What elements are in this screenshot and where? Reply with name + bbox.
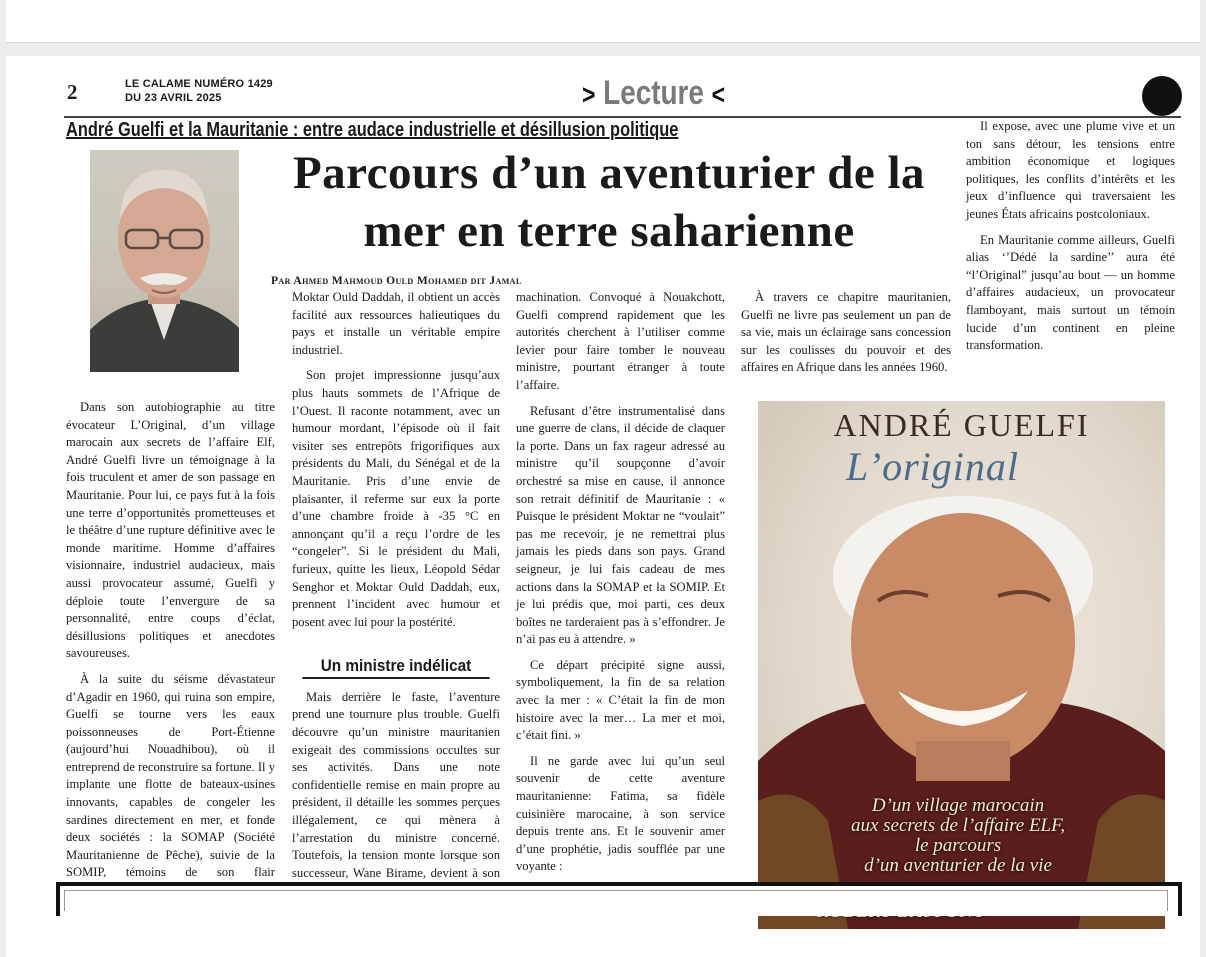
book-subtitle-line: D’un village marocain: [871, 795, 1045, 816]
book-subtitle-line: le parcours: [914, 835, 1002, 856]
rubric-title: Lecture: [603, 74, 704, 112]
book-title: L’original: [846, 444, 1019, 489]
paragraph: Il expose, avec une plume vive et un ton sans détour, les tensions entre ambition économique et logiques politiques, les conflits d’intérêts et les jeux d’influence qui traversaient les jeunes États africains postcoloniaux.: [966, 119, 1175, 221]
article-column-2: [292, 289, 500, 908]
article-column-4: [741, 289, 951, 385]
previous-page-edge: [6, 0, 1200, 43]
article-headline: Parcours d’un aventurier de la mer en terre saharienne: [292, 147, 926, 257]
paragraph: Moktar Ould Daddah, il obtient un accès facilité aux ressources halieutiques du pays et installe un véritable empire industriel.: [292, 290, 500, 357]
paragraph: En Mauritanie comme ailleurs, Guelfi alias ‘’Dédé la sardine’’ aura été “l’Original” jusqu’au bout — un homme d’affaires audacieux, un provocateur flamboyant, mais surtout un témoin lucide d’un continent en pleine transformation.: [966, 232, 1175, 353]
paragraph: Son projet impressionne jusqu’aux plus hauts sommets de l’Afrique de l’Ouest. Il raconte notamment, avec un humour mordant, l’épisode où il fait visiter ses entrepôts frigorifiques aux présidents du Mali, du Sénégal et de la Mauritanie. Pris d’une envie de plaisanter, il referme sur eux la porte d’une chambre froide à -35 °C en annonçant qu’il a reçu l’ordre de les “congeler”. Si le président du Mali, furieux, quitte les lieux, Léopold Sédar Senghor et Moktar Ould Daddah, eux, prennent l’incident avec humour et posent avec lui pour la postérité.: [292, 368, 500, 629]
author-portrait-photo: [90, 150, 239, 372]
page-number: 2: [67, 80, 78, 104]
paragraph: À travers ce chapitre mauritanien, Guelfi ne livre pas seulement un pan de sa vie, mais un éclairage sans concession sur les coulisses du pouvoir et des affaires en Afrique dans les années 1960.: [741, 290, 951, 375]
paragraph: Mais derrière le faste, l’aventure prend une tournure plus trouble. Guelfi découvre qu’un ministre mauritanien exigeait des commissions occultes sur ses activités. Dans une note confidentielle remise en main propre au président, il détaille les sommes perçues illégalement, ce qui mènera à l’arrestation du ministre concerné. Toutefois, la tension monte lorsque son successeur, Wane Birame, devient à son: [292, 689, 500, 880]
paragraph: Il ne garde avec lui qu’un seul souvenir de cette aventure mauritanienne: Fatima, sa fidèle cuisinière marocaine, à son service depuis trente ans. Et le souvenir amer d’une prophétie, jadis soufflée par une voyante :: [516, 753, 725, 874]
book-subtitle-line: aux secrets de l’affaire ELF,: [850, 815, 1066, 836]
rubric-right-arrow-icon: <: [711, 79, 726, 110]
book-author: ANDRÉ GUELFI: [833, 407, 1090, 443]
article-column-1: [66, 399, 275, 925]
newspaper-issue: LE CALAME NUMÉRO 1429: [125, 78, 273, 90]
book-subtitle-line: d’un aventurier de la vie: [864, 855, 1052, 876]
paragraph: machination. Convoqué à Nouakchott, Guelfi comprend rapidement que les autorités cherchent à l’utiliser comme levier pour faire tomber le nouveau ministre, pourtant étranger à toute l’affaire.: [516, 290, 725, 392]
article-column-3: [516, 289, 725, 927]
paragraph: Dans son autobiographie au titre évocateur L’Original, d’un village marocain aux secrets de l’affaire Elf, André Guelfi livre un témoignage à la fois truculent et amer de son passage en Mauritanie. Pour lui, ce pays fut à la fois une terre d’opportunités prometteuses et le théâtre d’une rupture définitive avec le monde maritime. Homme d’affaires visionnaire, industriel audacieux, mais aussi provocateur assumé, Guelfi y déploie toute l’envergure de sa personnalité, entre coups d’éclat, désillusions politiques et anecdotes savoureuses.: [66, 400, 275, 661]
book-cover-image: [758, 401, 1165, 929]
newspaper-page: [6, 56, 1200, 957]
masthead: [125, 77, 273, 105]
issue-date: DU 23 AVRIL 2025: [125, 92, 222, 104]
article-column-5: [966, 118, 1175, 363]
paragraph: Ce départ précipité signe aussi, symboliquement, la fin de sa relation avec la mer : « C’était la fin de mon histoire avec la mer… La mer et moi, c’était fini. »: [516, 657, 725, 743]
rubric-left-arrow-icon: >: [582, 79, 596, 110]
article-kicker: André Guelfi et la Mauritanie : entre audace industrielle et désillusion politique: [66, 119, 679, 141]
paragraph: Refusant d’être instrumentalisé dans une guerre de clans, il décide de claquer la porte. Dans un fax rageur adressé au ministre qu’il soupçonne d’avoir orchestré sa mise en cause, il annonce son retrait définitif de Mauritanie : « Puisque le président Moktar ne “voulait” pas me recevoir, je ne remettrai plus jamais les pieds dans son pays. Grand seigneur, je lui fais cadeau de mes actions dans la SOMAP et la SOMIP. Et je lui prédis que, moi parti, ces deux boîtes ne tarderaient pas à s’effondrer. Je n’ai pas eu à attendre. »: [516, 403, 725, 647]
paragraph: À la suite du séisme dévastateur d’Agadir en 1960, qui ruina son empire, Guelfi se tourne vers les eaux poissonneuses de Port-Étienne (aujourd’hui Nouadhibou), où il entreprend de reconstruire sa fortune. Il y implante une flotte de bateaux-usines innovants, capables de congeler les sardines directement en mer, et fonde deux sociétés : la SOMAP (Société Mauritanienne de Pêche), suivie de la SOMIP, témoins de son flair: [66, 671, 275, 880]
next-article-inner-frame: [64, 890, 1168, 911]
book-subtitle: [778, 796, 1138, 876]
article-subheading: Un ministre indélicat: [302, 657, 489, 679]
article-byline: Par Ahmed Mahmoud Ould Mohamed dit Jamal: [271, 275, 522, 287]
black-dot-ornament: [1142, 76, 1182, 116]
section-rubric: [582, 74, 725, 113]
